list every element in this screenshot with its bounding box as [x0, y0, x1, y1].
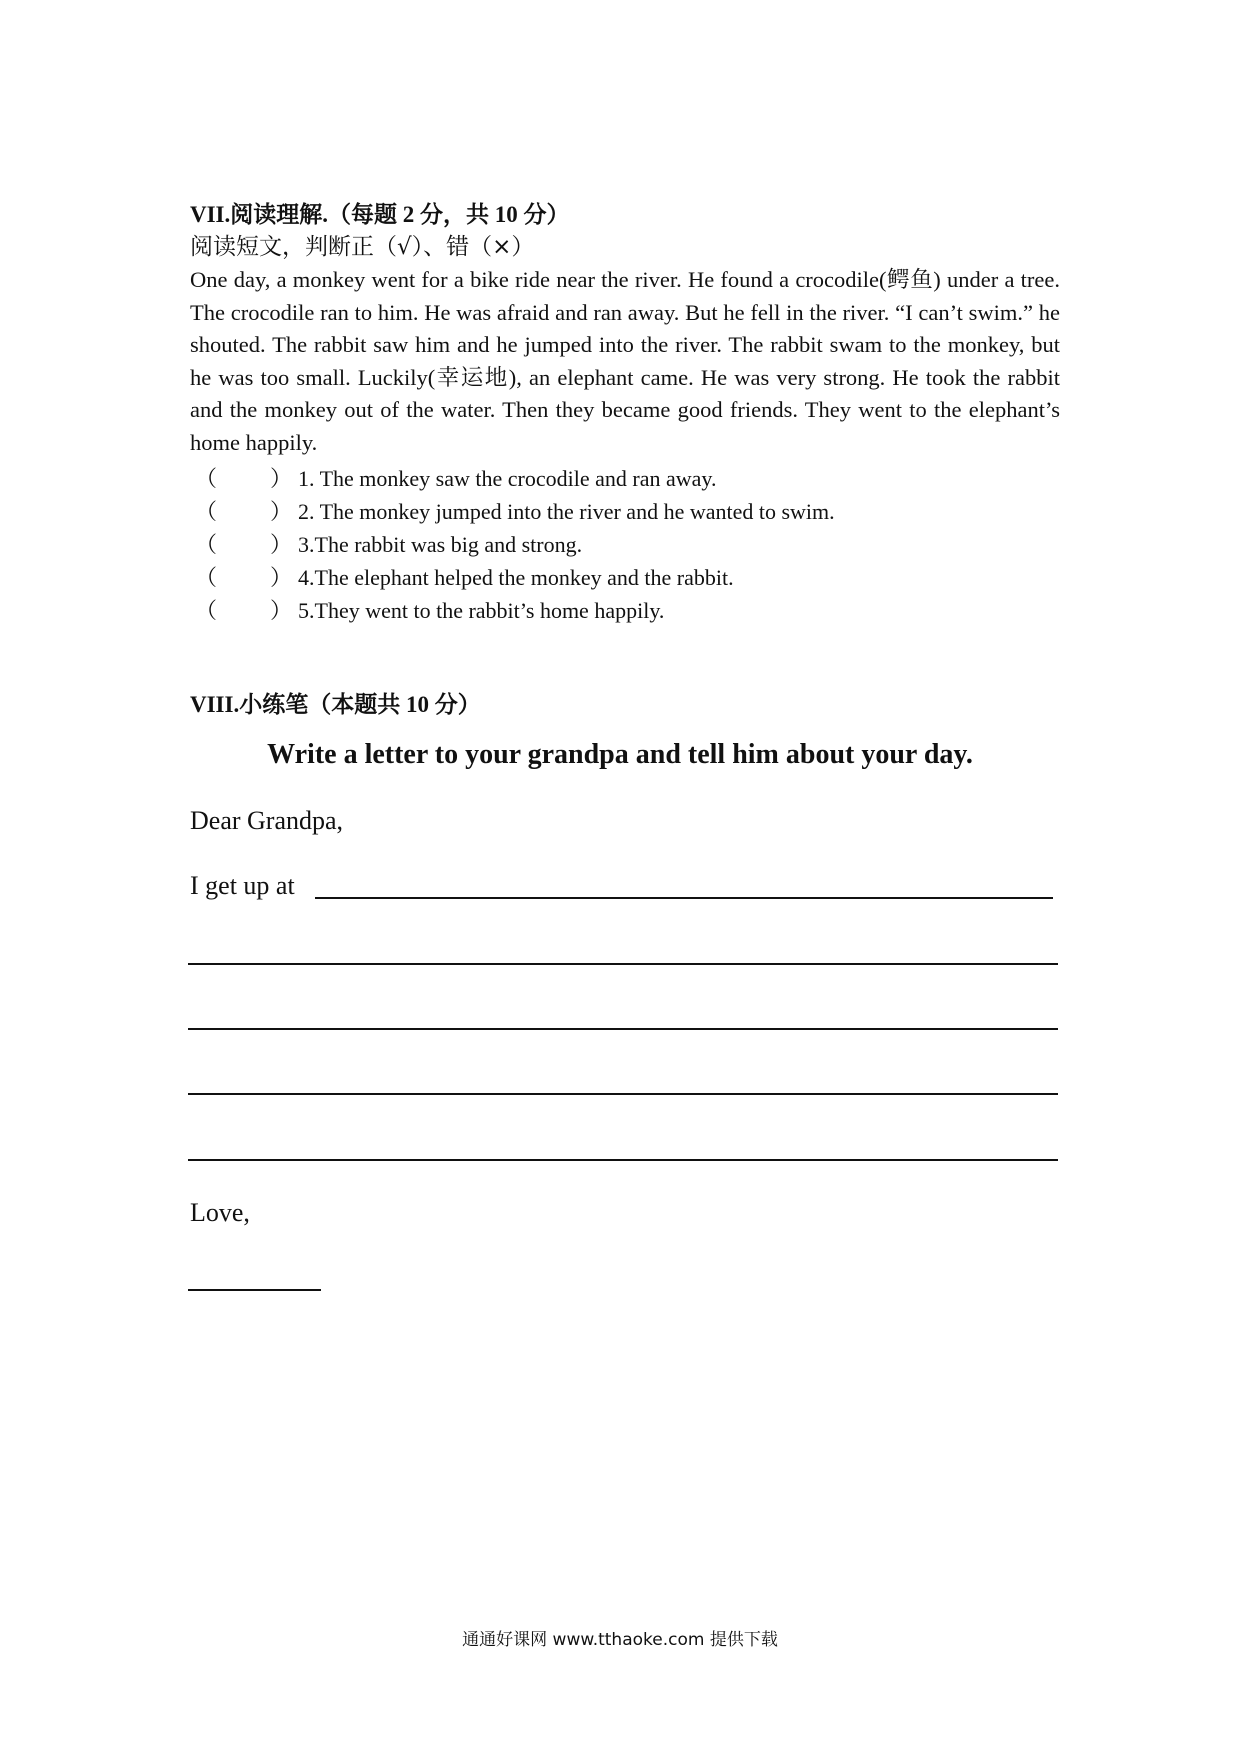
question-item [195, 594, 1095, 627]
question-list [195, 462, 1095, 627]
question-text: 5.They went to the rabbit’s home happily. [298, 598, 665, 623]
answer-blank[interactable]: （ ） [195, 532, 292, 557]
question-text: 2. The monkey jumped into the river and he wanted to swim. [298, 499, 835, 524]
page-footer: 通通好课网 www.tthaoke.com 提供下载 [462, 1630, 778, 1650]
signature-line[interactable] [188, 1289, 321, 1291]
writing-line[interactable] [315, 897, 1053, 899]
question-item [195, 462, 1095, 495]
letter-first-line: I get up at [190, 871, 295, 900]
writing-task: Write a letter to your grandpa and tell him about your day. [267, 739, 973, 770]
answer-blank[interactable]: （ ） [195, 565, 292, 590]
letter-closing: Love, [190, 1198, 250, 1227]
question-text: 4.The elephant helped the monkey and the rabbit. [298, 565, 734, 590]
section-7-instruction: 阅读短文，判断正（√）、错（×） [190, 234, 535, 260]
writing-line[interactable] [188, 963, 1058, 965]
letter-greeting: Dear Grandpa, [190, 806, 344, 835]
writing-line[interactable] [188, 1093, 1058, 1095]
question-item [195, 528, 1095, 561]
reading-passage: One day, a monkey went for a bike ride near the river. He found a crocodile(鳄鱼) under a tree. The crocodile ran to him. He was afraid and ran away. But he fell in the river. “I can’t swim.” he shouted. The rabbit saw him and he jumped into the river. The rabbit swam to the monkey, but he was too small. Luckily(幸运地), an elephant came. He was very strong. He took the rabbit and the monkey out of the water. Then they became good friends. They went to the elephant’s home happily. [190, 267, 1060, 455]
question-text: 1. The monkey saw the crocodile and ran away. [298, 466, 717, 491]
section-7-title: VII.阅读理解.（每题 2 分，共 10 分） [190, 202, 570, 227]
answer-blank[interactable]: （ ） [195, 466, 292, 491]
writing-line[interactable] [188, 1159, 1058, 1161]
question-text: 3.The rabbit was big and strong. [298, 532, 583, 557]
question-item [195, 561, 1095, 594]
answer-blank[interactable]: （ ） [195, 499, 292, 524]
question-item [195, 495, 1095, 528]
section-8-title: VIII.小练笔（本题共 10 分） [190, 692, 481, 717]
answer-blank[interactable]: （ ） [195, 598, 292, 623]
writing-line[interactable] [188, 1028, 1058, 1030]
